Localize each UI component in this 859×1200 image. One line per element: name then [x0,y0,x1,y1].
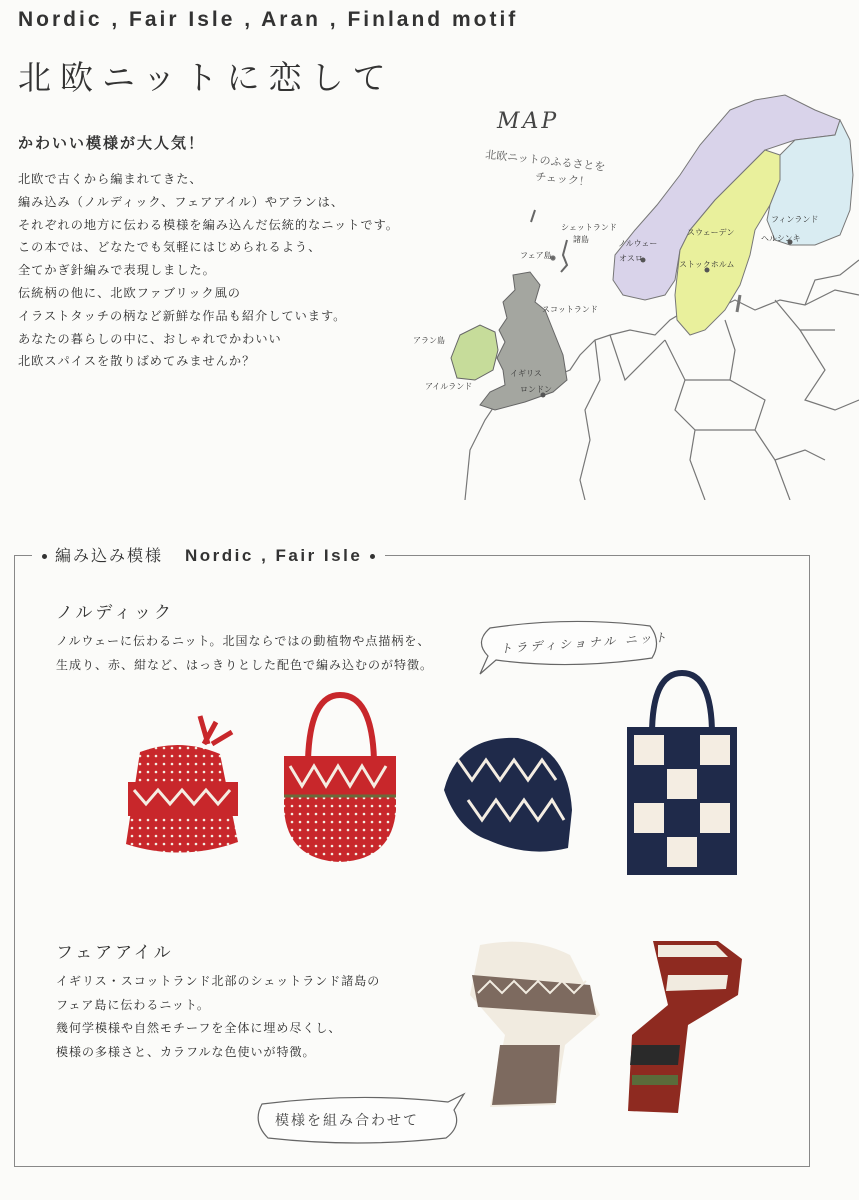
label-london: ロンドン [520,385,552,394]
label-oslo: オスロ [619,254,643,263]
nordic-bubble-text: トラディショナル ニット [499,630,670,656]
nordic-text [56,630,433,677]
label-aran: アラン島 [413,336,445,345]
border-line [805,260,859,305]
nordic-beanie-photo [438,730,578,860]
intro-subheading: かわいい模様が大人気！ [18,134,206,152]
label-shetland-2: 諸島 [573,235,589,244]
intro-line: 北欧スパイスを散りばめてみませんか？ [18,354,256,369]
fairisle-text [56,970,380,1064]
map-note-2: チェック！ [534,170,591,189]
fairisle-line: フェア島に伝わるニット。 [56,997,210,1012]
fairisle-line: 幾何学模様や自然モチーフを全体に埋め尽くし、 [56,1021,342,1035]
border-line [725,320,825,460]
intro-line: 編み込み（ノルディック、フェアアイル）やアランは、 [18,194,345,209]
bullet-dot-right [370,554,375,559]
border-line [800,330,859,410]
fairisle-bubble-text: 模様を組み合わせて [275,1113,419,1129]
fairisle-scarf-red-photo [618,935,748,1120]
nordic-bag-photo [280,690,400,865]
fairisle-scarf-brown-photo [460,935,605,1115]
nordic-line: ノルウェーに伝わるニット。北国ならではの動植物や点描柄を、 [56,634,431,648]
nordic-title: ノルディック [56,603,174,623]
border-line [665,340,705,500]
nordic-hat-photo [120,712,245,857]
map-note-1: 北欧ニットのふるさとを [484,148,606,174]
label-stockholm: ストックホルム [679,260,735,269]
ireland-shape [451,325,498,380]
faroe-islands [531,210,535,222]
section-label [32,543,385,566]
intro-line: それぞれの地方に伝わる模様を編み込んだ伝統的なニットです。 [18,217,399,232]
label-uk: イギリス [510,369,542,378]
fairisle-title: フェアアイル [56,943,174,963]
section-label-en: Nordic , Fair Isle [185,546,363,565]
label-finland: フィンランド [771,215,819,224]
label-norway: ノルウェー [618,239,658,248]
intro-line: あなたの暮らしの中に、おしゃれでかわいい [18,331,282,346]
europe-map [395,80,859,500]
label-sweden: スウェーデン [687,228,735,237]
fairisle-line: イギリス・スコットランド北部のシェットランド諸島の [56,974,381,988]
border-line [685,380,790,500]
intro-line: 全てかぎ針編みで表現しました。 [18,263,216,278]
section-label-jp: 編み込み模様 [55,546,164,565]
shetland-islands [561,240,567,272]
label-shetland-1: シェットランド [561,223,617,232]
intro-line: イラストタッチの柄など新鮮な作品も紹介しています。 [18,308,347,323]
nordic-tote-photo [622,665,742,880]
intro-line: この本では、どなたでも気軽にはじめられるよう、 [18,240,322,255]
bullet-dot-left [42,554,47,559]
gotland [737,295,740,312]
border-line [580,340,600,500]
map-title: MAP [497,109,560,134]
label-scotland: スコットランド [542,305,598,314]
label-helsinki: ヘルシンキ [761,234,801,243]
intro-line: 北欧で古くから編まれてきた、 [18,172,203,186]
border-line [610,335,665,380]
page-title: 北欧ニットに恋して [18,58,395,97]
label-fair-isle: フェア島 [520,251,552,260]
label-ireland: アイルランド [425,382,473,391]
intro-line: 伝統柄の他に、北欧ファブリック風の [18,285,241,300]
header-title-en: Nordic , Fair Isle , Aran , Finland motif [18,8,519,31]
nordic-line: 生成り、赤、紺など、はっきりとした配色で編み込むのが特徴。 [56,657,434,672]
fairisle-line: 模様の多様さと、カラフルな色使いが特徴。 [56,1044,316,1059]
